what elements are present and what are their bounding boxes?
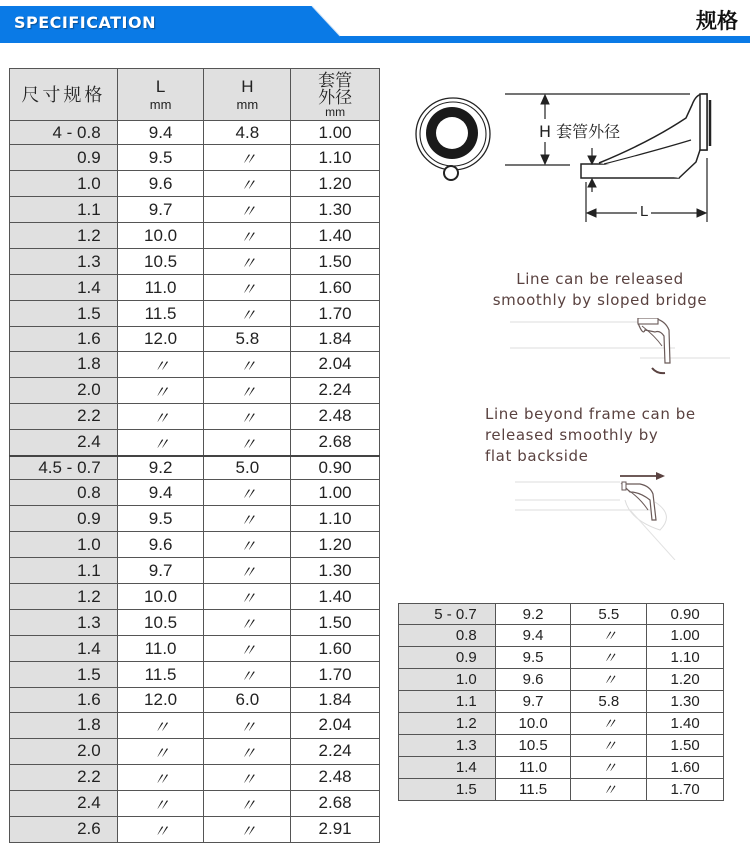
spec-table-right [398, 603, 724, 801]
h-cell: 〃 [204, 764, 291, 790]
l-cell: 〃 [117, 816, 204, 842]
size-cell: 1.2 [399, 712, 496, 734]
outer-diameter-cell: 1.50 [647, 734, 724, 756]
table-row [10, 145, 380, 171]
l-cell: 〃 [117, 351, 204, 377]
spec-table-left [9, 68, 380, 843]
h-cell: 〃 [204, 662, 291, 688]
header-size: 尺寸规格 [10, 69, 118, 121]
table-row [399, 734, 724, 756]
table-header-row [10, 69, 380, 121]
table-row [10, 197, 380, 223]
table-row [10, 712, 380, 738]
l-cell: 12.0 [117, 688, 204, 712]
h-cell: 5.8 [204, 327, 291, 351]
h-cell: 〃 [571, 647, 647, 669]
l-cell: 11.0 [117, 636, 204, 662]
outer-diameter-cell: 1.10 [291, 145, 380, 171]
outer-diameter-cell: 1.40 [647, 712, 724, 734]
size-cell: 1.8 [10, 712, 118, 738]
h-cell: 〃 [204, 249, 291, 275]
table-row [10, 764, 380, 790]
table-row [399, 778, 724, 800]
size-cell: 0.8 [10, 480, 118, 506]
size-cell: 2.4 [10, 429, 118, 456]
table-row [10, 688, 380, 712]
outer-diameter-cell: 1.00 [291, 480, 380, 506]
h-cell: 〃 [204, 610, 291, 636]
table-row [10, 636, 380, 662]
table-row [10, 223, 380, 249]
outer-diameter-cell: 1.30 [647, 691, 724, 712]
outer-diameter-cell: 1.00 [291, 121, 380, 145]
size-cell: 2.2 [10, 403, 118, 429]
header-od-unit: mm [325, 104, 346, 119]
table-row [10, 456, 380, 480]
l-cell: 〃 [117, 429, 204, 456]
l-cell: 9.7 [495, 691, 571, 712]
caption-sloped-bridge [485, 269, 715, 311]
sloped-bridge-illustration [505, 318, 735, 384]
outer-diameter-cell: 2.04 [291, 351, 380, 377]
header-l [117, 69, 204, 121]
outer-diameter-cell: 1.20 [291, 171, 380, 197]
table-row [399, 691, 724, 712]
outer-diameter-cell: 1.70 [647, 778, 724, 800]
caption-flat-backside [485, 404, 735, 467]
l-cell: 9.5 [117, 145, 204, 171]
h-cell: 〃 [204, 145, 291, 171]
h-cell: 〃 [571, 669, 647, 691]
outer-diameter-cell: 2.68 [291, 790, 380, 816]
h-cell: 〃 [571, 625, 647, 647]
header-l-label: L [155, 77, 166, 96]
size-cell: 1.0 [10, 171, 118, 197]
h-cell: 〃 [204, 480, 291, 506]
flat-backside-illustration [510, 470, 740, 560]
size-cell: 2.6 [10, 816, 118, 842]
h-cell: 〃 [571, 712, 647, 734]
table-row [399, 647, 724, 669]
h-cell: 〃 [204, 403, 291, 429]
size-cell: 1.1 [10, 558, 118, 584]
l-cell: 9.2 [117, 456, 204, 480]
outer-diameter-cell: 2.24 [291, 377, 380, 403]
size-cell: 1.0 [10, 532, 118, 558]
size-cell: 1.8 [10, 351, 118, 377]
l-cell: 〃 [117, 377, 204, 403]
outer-diameter-cell: 2.48 [291, 764, 380, 790]
size-cell: 4 - 0.8 [10, 121, 118, 145]
l-cell: 11.0 [495, 756, 571, 778]
table-row [10, 558, 380, 584]
spec-table-right-body [399, 604, 724, 801]
l-cell: 11.5 [117, 301, 204, 327]
h-cell: 〃 [571, 734, 647, 756]
outer-diameter-cell: 0.90 [291, 456, 380, 480]
size-cell: 1.5 [10, 301, 118, 327]
l-cell: 10.0 [117, 223, 204, 249]
h-cell: 〃 [204, 506, 291, 532]
outer-diameter-cell: 1.00 [647, 625, 724, 647]
table-row [10, 816, 380, 842]
table-row [10, 327, 380, 351]
table-row [10, 301, 380, 327]
l-cell: 9.4 [495, 625, 571, 647]
outer-diameter-cell: 2.48 [291, 403, 380, 429]
outer-diameter-cell: 1.60 [291, 275, 380, 301]
outer-diameter-cell: 2.04 [291, 712, 380, 738]
caption-flat-backside-line3: flat backside [485, 447, 589, 465]
table-row [10, 506, 380, 532]
caption-flat-backside-line1: Line beyond frame can be [485, 405, 696, 423]
guide-dimension-diagram [400, 80, 720, 240]
outer-diameter-cell: 1.20 [647, 669, 724, 691]
l-cell: 9.6 [495, 669, 571, 691]
l-cell: 〃 [117, 764, 204, 790]
l-cell: 10.5 [495, 734, 571, 756]
h-cell: 〃 [204, 558, 291, 584]
l-cell: 9.4 [117, 121, 204, 145]
outer-diameter-cell: 1.50 [291, 249, 380, 275]
size-cell: 0.9 [399, 647, 496, 669]
outer-diameter-cell: 1.10 [647, 647, 724, 669]
header-h [204, 69, 291, 121]
table-row [10, 610, 380, 636]
table-row [10, 351, 380, 377]
size-cell: 1.2 [10, 223, 118, 249]
l-cell: 11.5 [495, 778, 571, 800]
outer-diameter-cell: 1.50 [291, 610, 380, 636]
size-cell: 1.5 [399, 778, 496, 800]
h-cell: 〃 [204, 301, 291, 327]
header-h-label: H [241, 77, 254, 96]
table-row [10, 275, 380, 301]
table-row [10, 429, 380, 456]
outer-diameter-cell: 1.40 [291, 223, 380, 249]
size-cell: 1.1 [10, 197, 118, 223]
outer-diameter-cell: 1.60 [647, 756, 724, 778]
table-row [10, 584, 380, 610]
ring-front-view [416, 98, 490, 180]
h-cell: 5.0 [204, 456, 291, 480]
outer-diameter-cell: 1.70 [291, 662, 380, 688]
h-cell: 〃 [204, 790, 291, 816]
l-cell: 10.0 [117, 584, 204, 610]
dimension-label-h: H 套管外径 [537, 119, 622, 142]
specification-banner [0, 0, 750, 44]
size-cell: 1.4 [10, 275, 118, 301]
caption-sloped-bridge-line1: Line can be released [516, 270, 684, 288]
outer-diameter-cell: 0.90 [647, 604, 724, 625]
h-cell: 〃 [204, 816, 291, 842]
outer-diameter-cell: 1.40 [291, 584, 380, 610]
h-cell: 6.0 [204, 688, 291, 712]
l-cell: 11.0 [117, 275, 204, 301]
h-cell: 〃 [204, 584, 291, 610]
table-row [10, 790, 380, 816]
size-cell: 2.0 [10, 738, 118, 764]
guide-side-view [505, 94, 710, 222]
size-cell: 1.4 [10, 636, 118, 662]
l-cell: 〃 [117, 403, 204, 429]
h-cell: 5.5 [571, 604, 647, 625]
size-cell: 1.2 [10, 584, 118, 610]
size-cell: 1.4 [399, 756, 496, 778]
spec-table-left-body [10, 121, 380, 843]
l-cell: 9.4 [117, 480, 204, 506]
size-cell: 1.1 [399, 691, 496, 712]
table-row [399, 604, 724, 625]
size-cell: 1.5 [10, 662, 118, 688]
table-row [10, 249, 380, 275]
l-cell: 11.5 [117, 662, 204, 688]
header-od-line2: 外径 [318, 87, 353, 107]
outer-diameter-cell: 1.84 [291, 688, 380, 712]
l-cell: 9.7 [117, 197, 204, 223]
size-cell: 5 - 0.7 [399, 604, 496, 625]
size-cell: 0.8 [399, 625, 496, 647]
table-row [10, 171, 380, 197]
h-cell: 〃 [204, 377, 291, 403]
size-cell: 1.6 [10, 327, 118, 351]
dimension-label-l: L [637, 203, 651, 220]
caption-flat-backside-line2: released smoothly by [485, 426, 659, 444]
table-row [10, 403, 380, 429]
header-od-line1: 套管 [318, 70, 353, 90]
size-cell: 2.4 [10, 790, 118, 816]
l-cell: 〃 [117, 712, 204, 738]
l-cell: 9.7 [117, 558, 204, 584]
l-cell: 9.5 [495, 647, 571, 669]
table-row [399, 756, 724, 778]
outer-diameter-cell: 1.20 [291, 532, 380, 558]
size-cell: 1.3 [10, 610, 118, 636]
header-h-unit: mm [236, 97, 259, 112]
outer-diameter-cell: 2.68 [291, 429, 380, 456]
h-cell: 〃 [204, 351, 291, 377]
size-cell: 0.9 [10, 506, 118, 532]
table-row [399, 712, 724, 734]
banner-title-cn: 规格 [696, 9, 738, 33]
h-cell: 〃 [204, 712, 291, 738]
h-cell: 〃 [204, 636, 291, 662]
outer-diameter-cell: 2.24 [291, 738, 380, 764]
size-cell: 2.2 [10, 764, 118, 790]
table-row [10, 121, 380, 145]
outer-diameter-cell: 2.91 [291, 816, 380, 842]
h-cell: 〃 [204, 532, 291, 558]
l-cell: 10.5 [117, 249, 204, 275]
header-outer-diameter [291, 69, 380, 121]
table-row [10, 662, 380, 688]
outer-diameter-cell: 1.84 [291, 327, 380, 351]
header-l-unit: mm [149, 97, 172, 112]
l-cell: 9.6 [117, 171, 204, 197]
table-row [10, 532, 380, 558]
l-cell: 〃 [117, 738, 204, 764]
size-cell: 1.3 [399, 734, 496, 756]
table-row [10, 377, 380, 403]
table-row [10, 480, 380, 506]
size-cell: 2.0 [10, 377, 118, 403]
h-cell: 4.8 [204, 121, 291, 145]
h-cell: 〃 [204, 197, 291, 223]
h-cell: 〃 [204, 275, 291, 301]
banner-title: SPECIFICATION [14, 13, 156, 32]
l-cell: 9.6 [117, 532, 204, 558]
h-cell: 〃 [571, 756, 647, 778]
h-cell: 5.8 [571, 691, 647, 712]
size-cell: 1.6 [10, 688, 118, 712]
outer-diameter-cell: 1.30 [291, 558, 380, 584]
h-cell: 〃 [204, 429, 291, 456]
l-cell: 9.2 [495, 604, 571, 625]
l-cell: 12.0 [117, 327, 204, 351]
h-cell: 〃 [204, 171, 291, 197]
caption-sloped-bridge-line2: smoothly by sloped bridge [492, 291, 708, 309]
outer-diameter-cell: 1.30 [291, 197, 380, 223]
table-row [10, 738, 380, 764]
outer-diameter-cell: 1.10 [291, 506, 380, 532]
size-cell: 1.0 [399, 669, 496, 691]
size-cell: 0.9 [10, 145, 118, 171]
l-cell: 10.5 [117, 610, 204, 636]
size-cell: 4.5 - 0.7 [10, 456, 118, 480]
h-cell: 〃 [204, 223, 291, 249]
outer-diameter-cell: 1.60 [291, 636, 380, 662]
table-row [399, 669, 724, 691]
l-cell: 〃 [117, 790, 204, 816]
size-cell: 1.3 [10, 249, 118, 275]
l-cell: 10.0 [495, 712, 571, 734]
h-cell: 〃 [204, 738, 291, 764]
l-cell: 9.5 [117, 506, 204, 532]
table-row [399, 625, 724, 647]
outer-diameter-cell: 1.70 [291, 301, 380, 327]
h-cell: 〃 [571, 778, 647, 800]
